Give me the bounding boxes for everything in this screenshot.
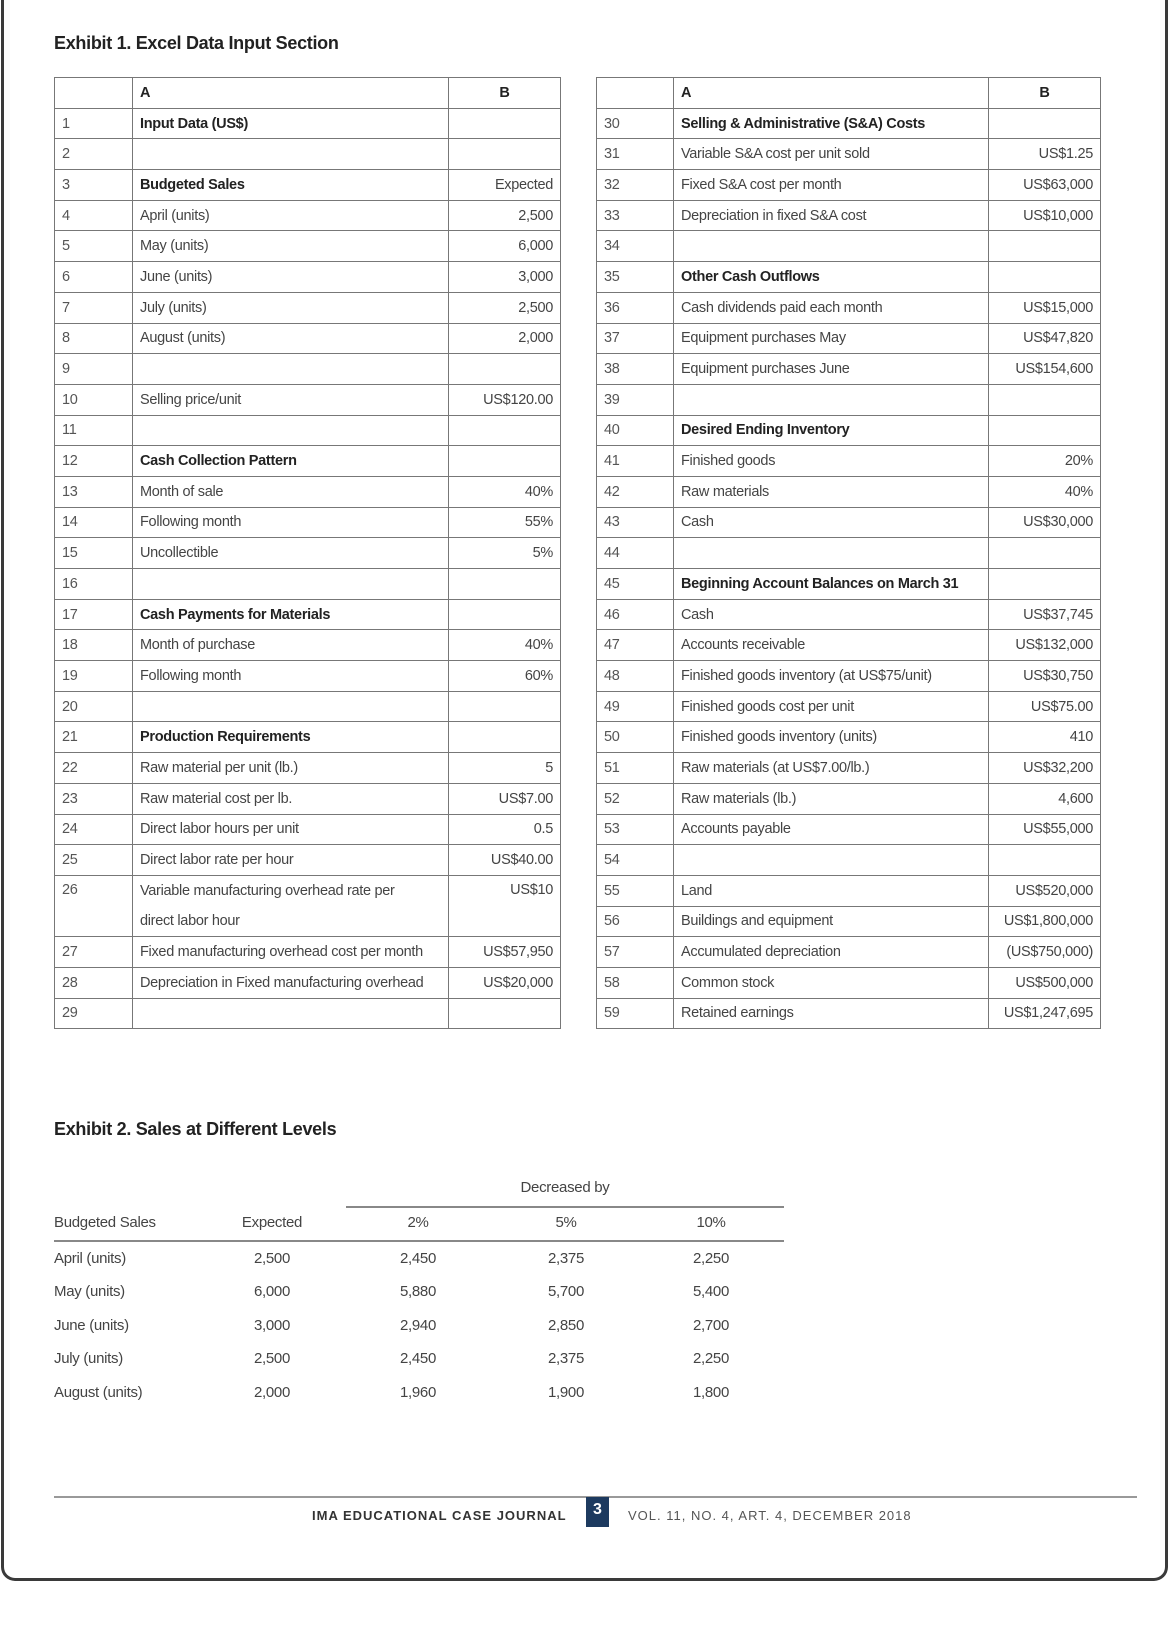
table-row <box>55 569 561 600</box>
row-label: August (units) <box>54 1384 143 1401</box>
cell-label: June (units) <box>133 262 449 293</box>
cell-value: 0.5 <box>449 814 561 845</box>
table-row <box>597 446 1101 477</box>
cell-value <box>989 415 1101 446</box>
cell-label: Equipment purchases June <box>674 354 989 385</box>
page-number: 3 <box>586 1497 609 1527</box>
table-row <box>597 783 1101 814</box>
row-number: 16 <box>55 569 133 600</box>
table-row <box>55 538 561 569</box>
cell-label: Following month <box>133 507 449 538</box>
cell-value: US$15,000 <box>989 292 1101 323</box>
row-number: 12 <box>55 446 133 477</box>
cell-value <box>449 722 561 753</box>
table-row <box>55 507 561 538</box>
cell-value: 2,700 <box>692 1317 730 1334</box>
cell-label: Retained earnings <box>674 998 989 1029</box>
cell-value: US$500,000 <box>989 967 1101 998</box>
table-row <box>55 753 561 784</box>
table-row <box>597 292 1101 323</box>
row-number: 6 <box>55 262 133 293</box>
cell-value: US$10 <box>449 875 561 936</box>
cell-label: Production Requirements <box>133 722 449 753</box>
cell-value: 2,500 <box>253 1350 291 1367</box>
row-number: 5 <box>55 231 133 262</box>
table-row <box>55 875 561 906</box>
row-number: 59 <box>597 998 674 1029</box>
cell-label: Month of purchase <box>133 630 449 661</box>
exhibit1-title: Exhibit 1. Excel Data Input Section <box>54 33 339 53</box>
cell-value: 5 <box>449 753 561 784</box>
row-number: 56 <box>597 906 674 937</box>
cell-value: 2,850 <box>547 1317 585 1334</box>
row-label: July (units) <box>54 1350 123 1367</box>
cell-value <box>989 108 1101 139</box>
cell-value: 2,500 <box>449 292 561 323</box>
cell-value: 2,500 <box>449 200 561 231</box>
cell-value: 2,000 <box>449 323 561 354</box>
row-number: 57 <box>597 937 674 968</box>
column-header-row <box>55 78 561 109</box>
cell-label: Finished goods cost per unit <box>674 691 989 722</box>
row-number: 30 <box>597 108 674 139</box>
row-number: 33 <box>597 200 674 231</box>
column-header-row <box>597 78 1101 109</box>
cell-value: 6,000 <box>449 231 561 262</box>
cell-value: 40% <box>449 630 561 661</box>
table-row <box>597 108 1101 139</box>
row-number: 29 <box>55 998 133 1029</box>
cell-value: 2,375 <box>547 1350 585 1367</box>
cell-label: Variable manufacturing overhead rate per <box>133 875 449 906</box>
cell-value: 1,800 <box>692 1384 730 1401</box>
table-row <box>55 630 561 661</box>
table-row <box>55 476 561 507</box>
table-row <box>55 722 561 753</box>
table-row <box>597 354 1101 385</box>
cell-value <box>449 569 561 600</box>
cell-value <box>449 446 561 477</box>
cell-label: Input Data (US$) <box>133 108 449 139</box>
row-number: 8 <box>55 323 133 354</box>
cell-value <box>989 231 1101 262</box>
cell-label: Raw materials <box>674 476 989 507</box>
table-row <box>597 384 1101 415</box>
row-number: 32 <box>597 170 674 201</box>
table-row <box>55 446 561 477</box>
cell-value: 2,940 <box>399 1317 437 1334</box>
journal-name: IMA EDUCATIONAL CASE JOURNAL <box>312 1508 567 1523</box>
table-row <box>55 200 561 231</box>
cell-value: US$47,820 <box>989 323 1101 354</box>
cell-value: 2,250 <box>692 1250 730 1267</box>
row-number: 24 <box>55 814 133 845</box>
table-row <box>597 507 1101 538</box>
table-row <box>597 814 1101 845</box>
row-number: 40 <box>597 415 674 446</box>
table-row <box>597 415 1101 446</box>
table-row <box>597 323 1101 354</box>
cell-value: 2,500 <box>253 1250 291 1267</box>
table-row <box>55 814 561 845</box>
cell-value: 1,960 <box>399 1384 437 1401</box>
row-number: 52 <box>597 783 674 814</box>
exhibit1-left-table <box>54 77 561 1029</box>
row-number: 19 <box>55 661 133 692</box>
table-row <box>597 262 1101 293</box>
table-row <box>55 170 561 201</box>
cell-label: Accounts payable <box>674 814 989 845</box>
cell-value: US$30,000 <box>989 507 1101 538</box>
cell-label: Depreciation in fixed S&A cost <box>674 200 989 231</box>
cell-value <box>449 108 561 139</box>
column-header: 5% <box>555 1214 577 1231</box>
divider <box>346 1206 784 1208</box>
cell-value: US$30,750 <box>989 661 1101 692</box>
row-number: 9 <box>55 354 133 385</box>
row-number: 18 <box>55 630 133 661</box>
cell-label: Finished goods inventory (at US$75/unit) <box>674 661 989 692</box>
cell-label: Raw materials (at US$7.00/lb.) <box>674 753 989 784</box>
row-number: 37 <box>597 323 674 354</box>
cell-label <box>133 354 449 385</box>
cell-label: Equipment purchases May <box>674 323 989 354</box>
table-row <box>597 691 1101 722</box>
exhibit1-right-table <box>596 77 1101 1029</box>
decreased-by-header: Decreased by <box>520 1179 610 1196</box>
cell-label: Land <box>674 875 989 906</box>
issue-info: VOL. 11, NO. 4, ART. 4, DECEMBER 2018 <box>628 1508 912 1523</box>
row-label: June (units) <box>54 1317 129 1334</box>
table-row <box>597 538 1101 569</box>
cell-label: Other Cash Outflows <box>674 262 989 293</box>
cell-label: Buildings and equipment <box>674 906 989 937</box>
cell-label: Raw material per unit (lb.) <box>133 753 449 784</box>
row-number: 27 <box>55 937 133 968</box>
column-header: 10% <box>696 1214 726 1231</box>
table-row <box>55 599 561 630</box>
cell-value <box>989 262 1101 293</box>
cell-label: Accounts receivable <box>674 630 989 661</box>
cell-value: 2,250 <box>692 1350 730 1367</box>
row-number: 14 <box>55 507 133 538</box>
row-number: 26 <box>55 875 133 936</box>
table-row <box>55 323 561 354</box>
cell-value: 60% <box>449 661 561 692</box>
cell-label: Accumulated depreciation <box>674 937 989 968</box>
row-number: 1 <box>55 108 133 139</box>
row-number: 7 <box>55 292 133 323</box>
row-number: 38 <box>597 354 674 385</box>
cell-value: US$132,000 <box>989 630 1101 661</box>
cell-label-continued: direct labor hour <box>133 906 449 937</box>
table-row <box>597 722 1101 753</box>
table-row <box>55 661 561 692</box>
cell-value: 6,000 <box>253 1283 291 1300</box>
table-row <box>55 231 561 262</box>
row-number: 13 <box>55 476 133 507</box>
cell-value <box>989 845 1101 876</box>
row-number: 34 <box>597 231 674 262</box>
exhibit2-title: Exhibit 2. Sales at Different Levels <box>54 1119 337 1139</box>
row-number: 22 <box>55 753 133 784</box>
cell-label <box>674 845 989 876</box>
cell-value: US$520,000 <box>989 875 1101 906</box>
table-row <box>55 108 561 139</box>
cell-label <box>133 415 449 446</box>
column-header: Budgeted Sales <box>54 1214 156 1231</box>
cell-label: Beginning Account Balances on March 31 <box>674 569 989 600</box>
table-row <box>597 845 1101 876</box>
table-row <box>55 354 561 385</box>
cell-value <box>449 139 561 170</box>
cell-value: 410 <box>989 722 1101 753</box>
cell-label: Cash <box>674 599 989 630</box>
cell-value: 2,000 <box>253 1384 291 1401</box>
row-number: 53 <box>597 814 674 845</box>
cell-value <box>449 691 561 722</box>
cell-label: Uncollectible <box>133 538 449 569</box>
table-row <box>55 967 561 998</box>
table-row <box>597 139 1101 170</box>
cell-label <box>133 998 449 1029</box>
row-number: 36 <box>597 292 674 323</box>
cell-value: 40% <box>989 476 1101 507</box>
row-number: 20 <box>55 691 133 722</box>
row-number: 51 <box>597 753 674 784</box>
table-row <box>55 384 561 415</box>
table-row <box>55 998 561 1029</box>
cell-label: Direct labor rate per hour <box>133 845 449 876</box>
cell-value: 5,400 <box>692 1283 730 1300</box>
table-row <box>597 753 1101 784</box>
cell-value: Expected <box>449 170 561 201</box>
table-row <box>597 661 1101 692</box>
cell-label: Selling price/unit <box>133 384 449 415</box>
cell-label: Fixed S&A cost per month <box>674 170 989 201</box>
cell-value: 3,000 <box>449 262 561 293</box>
table-row <box>597 599 1101 630</box>
cell-value: US$120.00 <box>449 384 561 415</box>
cell-label: Variable S&A cost per unit sold <box>674 139 989 170</box>
table-row <box>55 783 561 814</box>
cell-value: 4,600 <box>989 783 1101 814</box>
table-row <box>597 967 1101 998</box>
cell-label: Following month <box>133 661 449 692</box>
cell-label: Finished goods <box>674 446 989 477</box>
cell-value: 20% <box>989 446 1101 477</box>
cell-value: US$37,745 <box>989 599 1101 630</box>
row-number: 35 <box>597 262 674 293</box>
column-header: 2% <box>407 1214 429 1231</box>
cell-value <box>449 354 561 385</box>
cell-label: Depreciation in Fixed manufacturing overhead <box>133 967 449 998</box>
table-row <box>597 200 1101 231</box>
cell-value: US$63,000 <box>989 170 1101 201</box>
row-number: 58 <box>597 967 674 998</box>
cell-value <box>989 538 1101 569</box>
cell-value <box>989 384 1101 415</box>
table-row <box>597 998 1101 1029</box>
row-number: 31 <box>597 139 674 170</box>
table-row <box>55 292 561 323</box>
cell-value: US$154,600 <box>989 354 1101 385</box>
cell-label: Finished goods inventory (units) <box>674 722 989 753</box>
table-row <box>597 906 1101 937</box>
cell-label: August (units) <box>133 323 449 354</box>
cell-value: 3,000 <box>253 1317 291 1334</box>
cell-value: 1,900 <box>547 1384 585 1401</box>
table-row <box>597 476 1101 507</box>
cell-label: July (units) <box>133 292 449 323</box>
row-number: 3 <box>55 170 133 201</box>
cell-label: Fixed manufacturing overhead cost per month <box>133 937 449 968</box>
table-row <box>55 845 561 876</box>
cell-label: Raw material cost per lb. <box>133 783 449 814</box>
col-a-header: A <box>133 78 449 109</box>
cell-value: US$20,000 <box>449 967 561 998</box>
cell-value: 5,700 <box>547 1283 585 1300</box>
row-number: 54 <box>597 845 674 876</box>
row-number: 49 <box>597 691 674 722</box>
cell-value: US$55,000 <box>989 814 1101 845</box>
col-b-header: B <box>449 78 561 109</box>
row-number: 42 <box>597 476 674 507</box>
divider <box>54 1240 784 1242</box>
cell-label: Direct labor hours per unit <box>133 814 449 845</box>
cell-label: Common stock <box>674 967 989 998</box>
row-number: 46 <box>597 599 674 630</box>
table-row <box>597 875 1101 906</box>
row-number: 50 <box>597 722 674 753</box>
cell-value: 2,375 <box>547 1250 585 1267</box>
cell-label: Selling & Administrative (S&A) Costs <box>674 108 989 139</box>
row-number: 23 <box>55 783 133 814</box>
table-row <box>597 569 1101 600</box>
row-number: 55 <box>597 875 674 906</box>
cell-value: US$7.00 <box>449 783 561 814</box>
cell-value: 2,450 <box>399 1350 437 1367</box>
cell-value: US$10,000 <box>989 200 1101 231</box>
row-number: 21 <box>55 722 133 753</box>
cell-label: Cash dividends paid each month <box>674 292 989 323</box>
table-row <box>597 170 1101 201</box>
column-header: Expected <box>241 1214 303 1231</box>
col-b-header: B <box>989 78 1101 109</box>
cell-label: Cash Payments for Materials <box>133 599 449 630</box>
cell-value <box>989 569 1101 600</box>
table-row <box>597 937 1101 968</box>
table-row <box>55 139 561 170</box>
cell-label: Raw materials (lb.) <box>674 783 989 814</box>
cell-label: Month of sale <box>133 476 449 507</box>
cell-label: Budgeted Sales <box>133 170 449 201</box>
col-a-header: A <box>674 78 989 109</box>
cell-label <box>674 384 989 415</box>
cell-value: US$40.00 <box>449 845 561 876</box>
cell-value: 5% <box>449 538 561 569</box>
cell-label <box>674 231 989 262</box>
row-number: 2 <box>55 139 133 170</box>
cell-label: May (units) <box>133 231 449 262</box>
cell-label <box>133 691 449 722</box>
row-number: 4 <box>55 200 133 231</box>
row-number: 41 <box>597 446 674 477</box>
row-number: 28 <box>55 967 133 998</box>
cell-value: 5,880 <box>399 1283 437 1300</box>
cell-value: US$1.25 <box>989 139 1101 170</box>
cell-value: US$1,247,695 <box>989 998 1101 1029</box>
cell-value: US$32,200 <box>989 753 1101 784</box>
row-number: 10 <box>55 384 133 415</box>
table-row <box>55 262 561 293</box>
row-number: 44 <box>597 538 674 569</box>
cell-label <box>133 569 449 600</box>
row-number: 25 <box>55 845 133 876</box>
cell-label <box>674 538 989 569</box>
table-row <box>55 415 561 446</box>
row-label: May (units) <box>54 1283 125 1300</box>
cell-value <box>449 599 561 630</box>
row-number: 15 <box>55 538 133 569</box>
cell-value: 40% <box>449 476 561 507</box>
cell-label: Desired Ending Inventory <box>674 415 989 446</box>
table-row <box>597 630 1101 661</box>
cell-value: US$1,800,000 <box>989 906 1101 937</box>
cell-label <box>133 139 449 170</box>
table-row <box>55 691 561 722</box>
row-number: 45 <box>597 569 674 600</box>
cell-value: 55% <box>449 507 561 538</box>
table-row <box>55 937 561 968</box>
cell-label: April (units) <box>133 200 449 231</box>
row-number: 11 <box>55 415 133 446</box>
cell-value: US$75.00 <box>989 691 1101 722</box>
row-label: April (units) <box>54 1250 126 1267</box>
row-number: 48 <box>597 661 674 692</box>
cell-label: Cash Collection Pattern <box>133 446 449 477</box>
cell-value: US$57,950 <box>449 937 561 968</box>
table-row <box>597 231 1101 262</box>
cell-value: 2,450 <box>399 1250 437 1267</box>
cell-label: Cash <box>674 507 989 538</box>
cell-value <box>449 415 561 446</box>
row-number: 47 <box>597 630 674 661</box>
cell-value <box>449 998 561 1029</box>
row-number: 17 <box>55 599 133 630</box>
cell-value: (US$750,000) <box>989 937 1101 968</box>
row-number: 43 <box>597 507 674 538</box>
row-number: 39 <box>597 384 674 415</box>
